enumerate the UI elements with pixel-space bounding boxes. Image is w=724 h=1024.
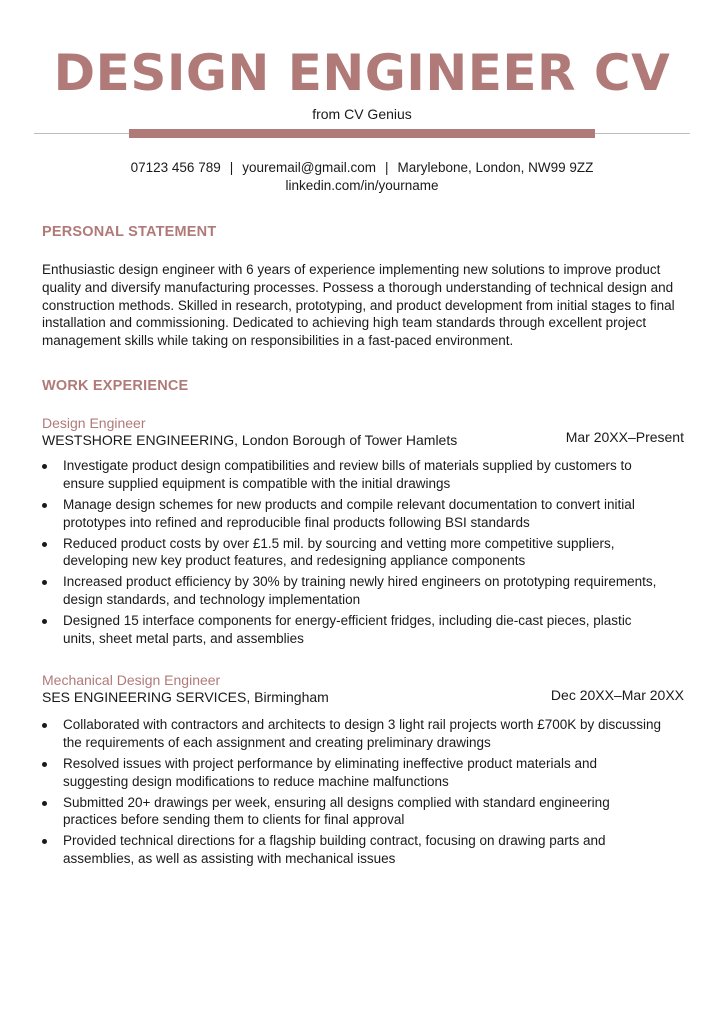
bullet-icon [42, 503, 47, 508]
bullet-icon [42, 619, 47, 624]
contact-line [0, 160, 724, 175]
list-item [42, 716, 662, 752]
job-title: Mechanical Design Engineer [42, 672, 221, 688]
bullet-icon [42, 580, 47, 585]
contact-address: Marylebone, London, NW99 9ZZ [397, 160, 594, 175]
job-dates: Mar 20XX–Present [565, 429, 684, 445]
bullet-icon [42, 762, 47, 767]
bullet-icon [42, 723, 47, 728]
bullet-text: Reduced product costs by over £1.5 mil. by sourcing and vetting more competitive suppliers, developing new key product features, and redesigning appliance components [63, 535, 615, 569]
job-employer: SES ENGINEERING SERVICES, Birmingham [42, 689, 329, 705]
list-item [42, 573, 662, 609]
cv-title: DESIGN ENGINEER CV [53, 44, 671, 102]
bullet-text: Provided technical directions for a flagship building contract, focusing on drawing parts and assemblies, as well as assisting with mechanical issues [63, 833, 606, 867]
contact-linkedin: linkedin.com/in/yourname [285, 178, 439, 193]
list-item [42, 535, 662, 571]
work-experience-heading: WORK EXPERIENCE [42, 378, 189, 394]
personal-statement-text: Enthusiastic design engineer with 6 years of experience implementing new solutions to improve product quality and diversify manufacturing processes. Possess a thorough understanding of technical design and construction methods. Skilled in research, prototyping, and product development from initial stages to final installation and commissioning. Dedicated to achieving high team standards through excellent project management skills while taking on responsibilities in a fast-paced environment. [42, 262, 675, 349]
list-item [42, 496, 662, 532]
cv-subtitle: from CV Genius [312, 106, 412, 122]
bullet-text: Designed 15 interface components for energy-efficient fridges, including die-cast pieces, plastic units, sheet metal parts, and assemblies [63, 613, 632, 646]
bullet-text: Increased product efficiency by 30% by training newly hired engineers on prototyping requirements, design standards, and technology implementation [63, 574, 657, 608]
contact-phone: 07123 456 789 [130, 160, 221, 175]
personal-statement-heading: PERSONAL STATEMENT [42, 224, 217, 240]
bullet-text: Submitted 20+ drawings per week, ensuring all designs complied with standard engineering practices before sending them to clients for final approval [63, 794, 610, 828]
contact-email: youremail@gmail.com [242, 160, 376, 175]
list-item [42, 832, 662, 868]
bullet-text: Resolved issues with project performance by eliminating ineffective product materials and suggesting design modifications to reduce machine malfunctions [63, 755, 598, 789]
bullet-text: Collaborated with contractors and architects to design 3 light rail projects worth £700K by discussing the requirements of each assignment and creating preliminary drawings [63, 717, 662, 750]
job-bullets [42, 716, 662, 871]
bullet-text: Investigate product design compatibilities and review bills of materials supplied by customers to ensure supplied equipment is compatible with the initial drawings [63, 458, 632, 491]
contact-separator: | [384, 160, 389, 175]
bullet-icon [42, 542, 47, 547]
bullet-icon [42, 464, 47, 469]
list-item [42, 612, 662, 648]
job-bullets [42, 457, 662, 651]
list-item [42, 794, 662, 830]
bullet-icon [42, 801, 47, 806]
list-item [42, 457, 662, 493]
list-item [42, 755, 662, 791]
bullet-icon [42, 839, 47, 844]
header-divider-accent [129, 129, 595, 138]
bullet-text: Manage design schemes for new products and compile relevant documentation to convert initial prototypes into refined and reproducible final products following BSI standards [63, 496, 635, 530]
contact-separator: | [229, 160, 234, 175]
job-title: Design Engineer [42, 415, 146, 431]
job-employer: WESTSHORE ENGINEERING, London Borough of Tower Hamlets [42, 432, 458, 448]
job-dates: Dec 20XX–Mar 20XX [550, 687, 684, 703]
